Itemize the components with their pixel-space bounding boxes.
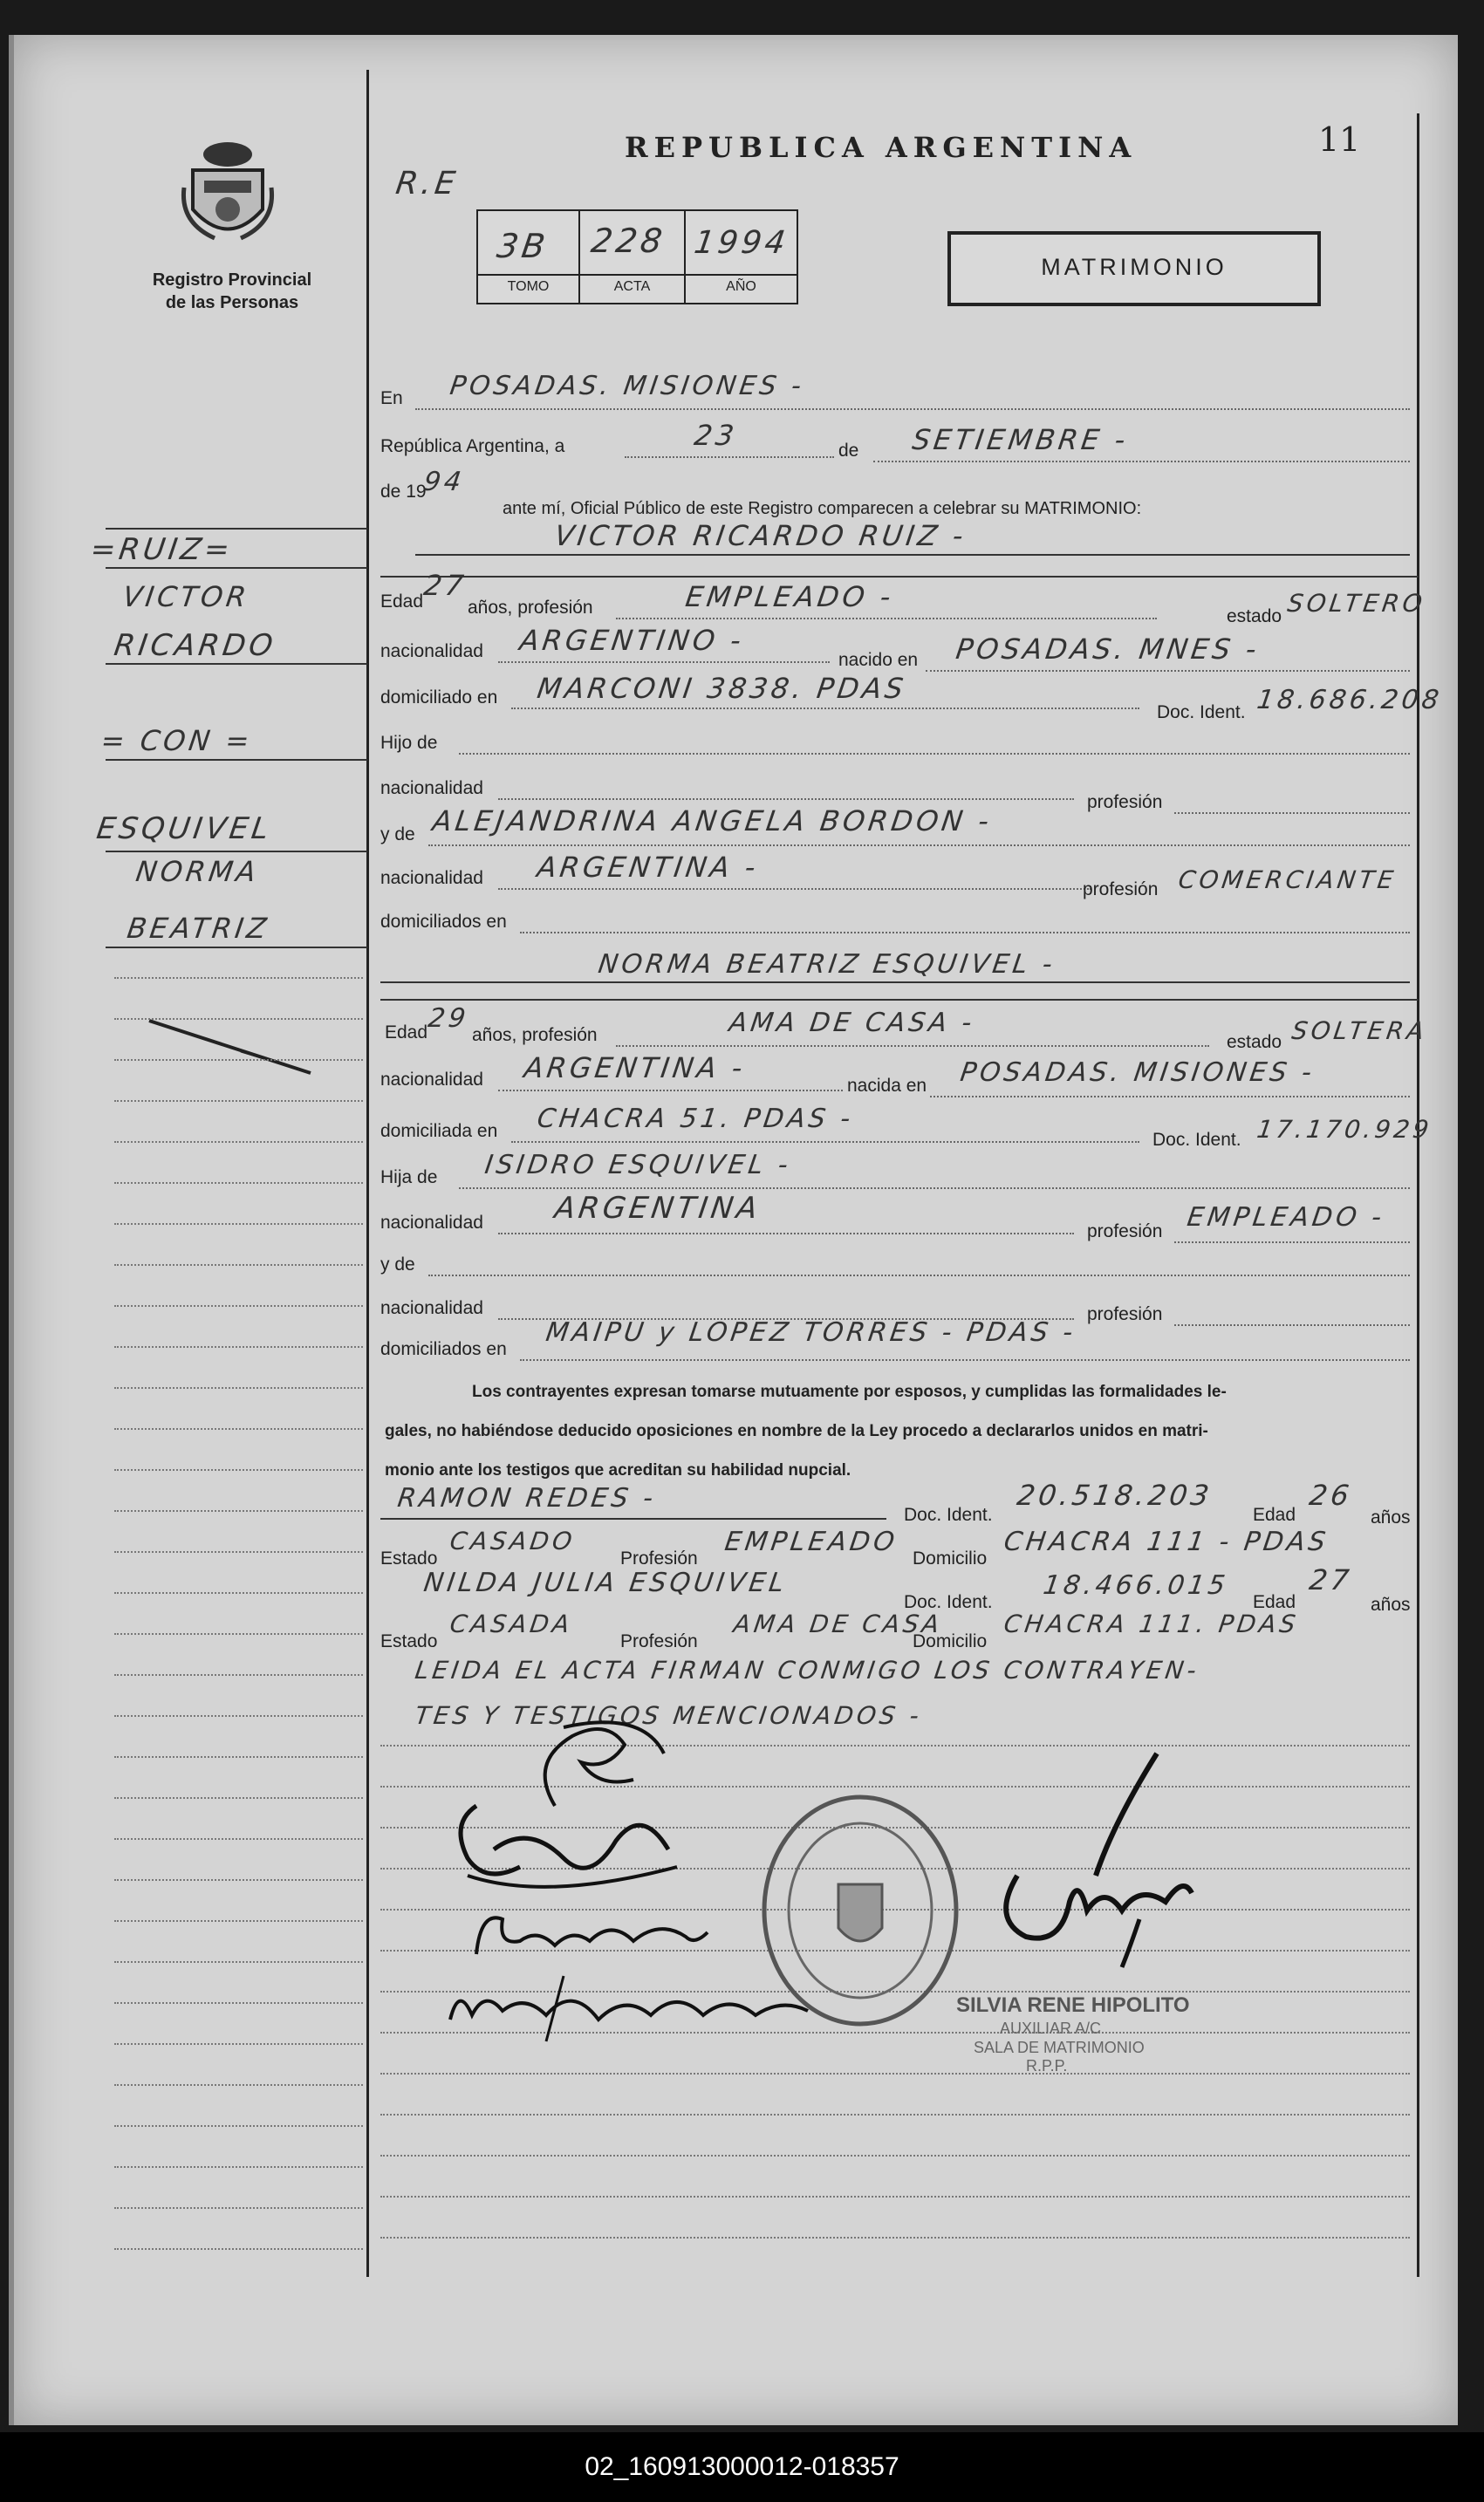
groom-nacionalidad-label: nacionalidad [380,641,483,661]
groom-yde-label: y de [380,824,415,844]
page-number: 11 [1318,120,1361,159]
witness1-signature [459,1893,721,1972]
bride-nacionalidad: ARGENTINA - [522,1051,749,1084]
body-ruled-line [380,2155,1410,2157]
groom-nacido: POSADAS. MNES - [954,632,1262,666]
witness1-domicilio: CHACRA 111 - PDAS [1002,1527,1331,1557]
margin-ruled-line [114,1510,363,1512]
registry-name-line1: Registro Provincial [152,270,312,290]
bride-mother-nac-label: nacionalidad [380,1298,483,1318]
groom-domiciliados-label: domiciliados en [380,912,507,932]
margin-ruled-line [114,1469,363,1471]
witness1-estado-label: Estado [380,1548,438,1569]
bride-domicilio-label: domiciliada en [380,1121,498,1141]
witness1-estado: CASADO [448,1527,578,1555]
margin-ruled-line [114,1305,363,1307]
groom-nacido-label: nacido en [838,650,919,670]
witness1-domicilio-label: Domicilio [913,1548,988,1569]
acta-label: ACTA [613,279,651,294]
body-ruled-line [380,2196,1410,2198]
tomo-label: TOMO [507,279,550,294]
margin-ruled-line [114,1100,363,1102]
marriage-month: SETIEMBRE - [910,423,1132,456]
registry-name-line2: de las Personas [165,293,299,312]
stamp-office: SALA DE MATRIMONIO [974,2039,1145,2056]
margin-ruled-line [114,977,363,979]
witness2-name: NILDA JULIA ESQUIVEL [421,1568,790,1598]
margin-ruled-line [114,1715,363,1717]
witness1-edad: 26 [1307,1479,1355,1512]
witness2-profesion: AMA DE CASA [731,1610,945,1638]
groom-mother-profesion: COMERCIANTE [1176,865,1399,894]
image-code-footer: 02_160913000012-018357 [0,2432,1484,2502]
bride-domicilio: CHACRA 51. PDAS - [535,1104,856,1134]
margin-strike-mark [145,1003,319,1082]
groom-father-prof-label: profesión [1087,792,1163,812]
groom-mother-nac-label: nacionalidad [380,868,483,888]
body-ruled-line [380,2114,1410,2116]
margin-ruled-line [114,1961,363,1963]
groom-anos-profesion-label: años, profesión [468,598,593,618]
groom-estado-label: estado [1227,606,1282,626]
anio-label: AÑO [726,279,756,294]
bride-father-prof-label: profesión [1087,1221,1163,1241]
country-title: REPUBLICA ARGENTINA [625,131,1138,164]
year-suffix: 94 [421,467,467,497]
stamp-initials: R.P.P. [1026,2057,1068,2075]
margin-ruled-line [114,1592,363,1594]
groom-mother-name: ALEJANDRINA ANGELA BORDON - [430,804,995,837]
bride-profesion: AMA DE CASA - [727,1008,977,1038]
witness1-doc-label: Doc. Ident. [904,1505,993,1525]
declaration-line2: gales, no habiéndose deducido oposiciones en nombre de la Ley procedo a declararlos unidos en matri- [385,1422,1208,1440]
witness2-estado: CASADA [448,1610,575,1638]
margin-ruled-line [114,2166,363,2168]
margin-ruled-line [114,1633,363,1635]
bride-parents-domicilio: MAIPU y LOPEZ TORRES - PDAS - [544,1317,1078,1348]
bride-estado: SOLTERA [1289,1016,1430,1045]
margin-ruled-line [114,1756,363,1758]
record-id-box [476,209,798,304]
right-border [1417,113,1419,2277]
record-type-title: MATRIMONIO [1041,254,1228,280]
margin-bride-surname: ESQUIVEL [94,811,275,846]
groom-nacionalidad: ARGENTINO - [517,624,747,657]
margin-ruled-line [114,1182,363,1184]
bride-edad-label: Edad [385,1022,428,1042]
witness2-doc: 18.466.015 [1041,1570,1231,1601]
witness2-edad-label: Edad [1253,1592,1296,1612]
witness2-edad: 27 [1307,1563,1355,1596]
witness1-edad-label: Edad [1253,1505,1296,1525]
margin-ruled-line [114,1920,363,1922]
republic-label: República Argentina, a [380,436,565,456]
margin-divider [366,70,369,2277]
acta-value: 228 [588,222,668,260]
official-seal-stamp [756,1788,965,2033]
margin-ruled-line [114,1428,363,1430]
witness1-doc: 20.518.203 [1015,1479,1214,1512]
groom-father-nac-label: nacionalidad [380,778,483,798]
de-label: de [838,441,859,461]
margin-ruled-line [114,1838,363,1840]
margin-ruled-line [114,2248,363,2250]
margin-bride-name1: NORMA [133,855,262,888]
bride-father-nacionalidad: ARGENTINA [552,1191,763,1226]
bride-nacida-label: nacida en [847,1076,927,1096]
year-prefix: de 19 [380,482,427,502]
bride-hija-label: Hija de [380,1167,438,1187]
margin-ruled-line [114,1223,363,1225]
margin-bride-name2: BEATRIZ [125,912,272,945]
groom-domicilio: MARCONI 3838. PDAS [535,672,909,705]
margin-ruled-line [114,1551,363,1553]
groom-estado: SOLTERO [1285,589,1428,618]
bride-anos-profesion-label: años, profesión [472,1025,598,1045]
margin-ruled-line [114,2084,363,2086]
groom-domicilio-label: domiciliado en [380,687,498,708]
margin-ruled-line [114,1141,363,1143]
margin-ruled-line [114,2043,363,2045]
bride-full-name: NORMA BEATRIZ ESQUIVEL - [596,949,1058,980]
groom-edad: 27 [421,569,469,602]
groom-full-name: VICTOR RICARDO RUIZ - [552,519,969,552]
officer-text: ante mí, Oficial Público de este Registro comparecen a celebrar su MATRIMONIO: [503,499,1142,518]
bride-yde-label: y de [380,1254,415,1275]
bride-edad: 29 [426,1003,471,1034]
margin-con: = CON = [99,724,256,757]
bride-mother-prof-label: profesión [1087,1304,1163,1324]
register-page [9,35,1458,2425]
bride-domiciliados-label: domiciliados en [380,1339,507,1359]
bride-doc: 17.170.929 [1255,1115,1434,1144]
witness2-doc-label: Doc. Ident. [904,1592,993,1612]
margin-ruled-line [114,1264,363,1266]
body-ruled-line [380,2237,1410,2239]
margin-ruled-line [114,1018,363,1020]
tomo-value: 3B [494,227,551,265]
margin-ruled-line [114,1387,363,1389]
en-label: En [380,388,403,408]
groom-hijo-label: Hijo de [380,733,438,753]
closing-line1: LEIDA EL ACTA FIRMAN CONMIGO LOS CONTRAYEN- [413,1656,1202,1685]
witness1-profesion: EMPLEADO [722,1527,900,1557]
margin-ruled-line [114,1797,363,1799]
witness2-estado-label: Estado [380,1631,438,1651]
margin-ruled-line [114,2002,363,2004]
margin-ruled-line [114,1059,363,1061]
witness2-domicilio: CHACRA 111. PDAS [1002,1610,1301,1638]
groom-edad-label: Edad [380,591,424,612]
marriage-day: 23 [692,419,740,452]
witness1-anos-label: años [1371,1507,1411,1528]
declaration-line1: Los contrayentes expresan tomarse mutuamente por esposos, y cumplidas las formalidades le- [472,1383,1227,1401]
witness2-anos-label: años [1371,1595,1411,1615]
anio-value: 1994 [692,225,791,261]
margin-groom-name1: VICTOR [120,580,252,613]
groom-doc: 18.686.208 [1255,685,1445,715]
bride-estado-label: estado [1227,1032,1282,1052]
witness1-name: RAMON REDES - [395,1483,659,1514]
witness1-profesion-label: Profesión [620,1548,698,1569]
coat-of-arms-logo [180,135,276,249]
bride-nacida: POSADAS. MISIONES - [958,1057,1317,1088]
margin-ruled-line [114,1346,363,1348]
body-ruled-line [380,2073,1410,2075]
margin-mark: R.E [393,166,462,202]
groom-profesion: EMPLEADO - [683,580,897,613]
declaration-line3: monio ante los testigos que acreditan su habilidad nupcial. [385,1461,851,1480]
margin-ruled-line [114,2207,363,2209]
stamp-official-name: SILVIA RENE HIPOLITO [956,1993,1190,2017]
record-type-box [947,231,1321,306]
marriage-place: POSADAS. MISIONES - [448,371,807,401]
stamp-official-title: AUXILIAR A/C [1000,2020,1102,2037]
witness2-profesion-label: Profesión [620,1631,698,1651]
margin-ruled-line [114,1674,363,1676]
margin-groom-surname: =RUIZ= [88,532,236,567]
bride-father-profesion: EMPLEADO - [1185,1202,1387,1233]
witness2-domicilio-label: Domicilio [913,1631,988,1651]
margin-ruled-line [114,1879,363,1881]
groom-mother-nacionalidad: ARGENTINA - [535,851,762,884]
bride-father-name: ISIDRO ESQUIVEL - [482,1150,794,1180]
bride-signature [441,1771,703,1911]
bride-doc-label: Doc. Ident. [1152,1130,1241,1150]
margin-ruled-line [114,2125,363,2127]
bride-father-nac-label: nacionalidad [380,1213,483,1233]
bride-nacionalidad-label: nacionalidad [380,1070,483,1090]
closing-line2: TES Y TESTIGOS MENCIONADOS - [413,1701,925,1730]
groom-mother-prof-label: profesión [1083,879,1159,899]
groom-doc-label: Doc. Ident. [1157,702,1246,722]
official-signature [956,1745,1209,1972]
margin-groom-name2: RICARDO [112,628,279,663]
